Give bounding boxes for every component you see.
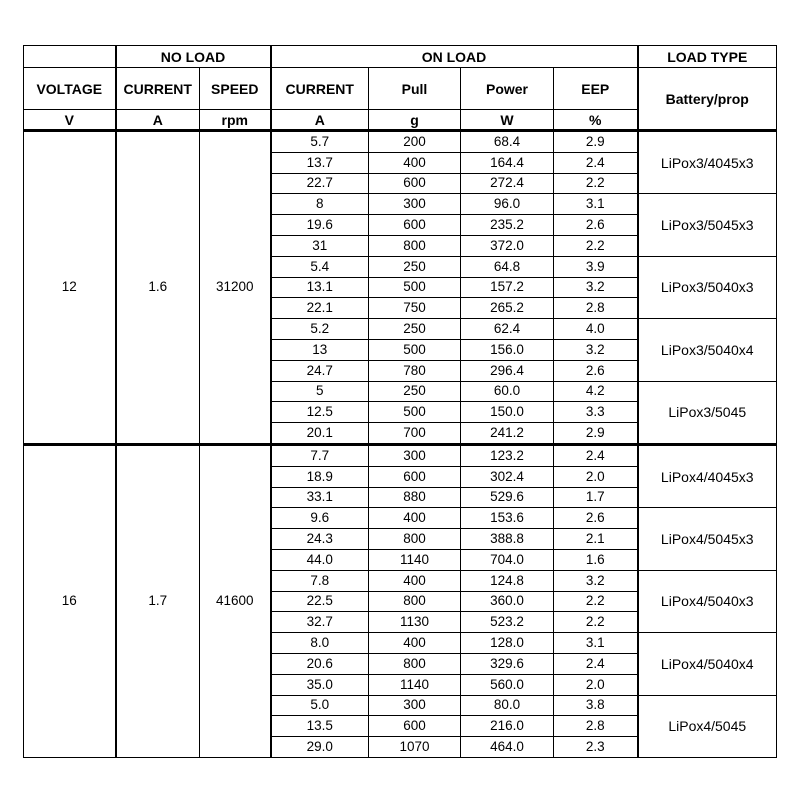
battery-prop-cell: LiPox4/5040x3 (638, 570, 777, 632)
on-load-current-cell: 13 (271, 339, 369, 360)
on-load-current-cell: 5 (271, 381, 369, 402)
battery-prop-cell: LiPox4/5040x4 (638, 633, 777, 695)
battery-prop-cell: LiPox3/5040x4 (638, 319, 777, 381)
power-cell: 164.4 (461, 152, 554, 173)
power-cell: 372.0 (461, 235, 554, 256)
on-load-current-cell: 31 (271, 235, 369, 256)
header-load-type: LOAD TYPE (638, 46, 777, 68)
battery-prop-cell: LiPox4/4045x3 (638, 444, 777, 507)
on-load-current-cell: 44.0 (271, 549, 369, 570)
eep-cell: 2.2 (554, 235, 638, 256)
pull-cell: 800 (369, 653, 461, 674)
eep-cell: 3.9 (554, 256, 638, 277)
on-load-current-cell: 18.9 (271, 466, 369, 487)
power-cell: 62.4 (461, 319, 554, 340)
eep-cell: 2.8 (554, 298, 638, 319)
voltage-cell: 16 (24, 444, 116, 757)
power-cell: 235.2 (461, 215, 554, 236)
on-load-current-cell: 20.1 (271, 423, 369, 445)
pull-cell: 250 (369, 381, 461, 402)
power-cell: 302.4 (461, 466, 554, 487)
battery-prop-cell: LiPox3/5040x3 (638, 256, 777, 318)
power-cell: 156.0 (461, 339, 554, 360)
on-load-current-cell: 22.7 (271, 173, 369, 194)
pull-cell: 800 (369, 235, 461, 256)
eep-cell: 1.7 (554, 487, 638, 508)
battery-prop-cell: LiPox3/5045x3 (638, 194, 777, 256)
pull-cell: 400 (369, 633, 461, 654)
unit-pull: g (369, 110, 461, 131)
header-on-load: ON LOAD (271, 46, 638, 68)
on-load-current-cell: 5.0 (271, 695, 369, 716)
on-load-current-cell: 5.7 (271, 131, 369, 153)
eep-cell: 2.3 (554, 737, 638, 758)
pull-cell: 500 (369, 339, 461, 360)
on-load-current-cell: 8.0 (271, 633, 369, 654)
pull-cell: 1140 (369, 549, 461, 570)
battery-prop-cell: LiPox4/5045 (638, 695, 777, 757)
header-power: Power (461, 68, 554, 110)
battery-prop-cell: LiPox3/5045 (638, 381, 777, 444)
pull-cell: 400 (369, 570, 461, 591)
header-row-groups (24, 46, 777, 68)
pull-cell: 300 (369, 444, 461, 466)
power-cell: 153.6 (461, 508, 554, 529)
power-cell: 560.0 (461, 674, 554, 695)
speed-cell: 31200 (200, 131, 271, 445)
eep-cell: 4.0 (554, 319, 638, 340)
pull-cell: 600 (369, 215, 461, 236)
eep-cell: 3.3 (554, 402, 638, 423)
eep-cell: 3.2 (554, 277, 638, 298)
pull-cell: 800 (369, 529, 461, 550)
on-load-current-cell: 5.2 (271, 319, 369, 340)
power-cell: 96.0 (461, 194, 554, 215)
unit-no-load-current: A (116, 110, 200, 131)
eep-cell: 3.2 (554, 570, 638, 591)
eep-cell: 2.4 (554, 152, 638, 173)
header-eep: EEP (554, 68, 638, 110)
table-row (24, 444, 777, 466)
header-no-load: NO LOAD (116, 46, 271, 68)
eep-cell: 2.6 (554, 215, 638, 236)
pull-cell: 750 (369, 298, 461, 319)
on-load-current-cell: 20.6 (271, 653, 369, 674)
eep-cell: 1.6 (554, 549, 638, 570)
unit-eep: % (554, 110, 638, 131)
no-load-current-cell: 1.6 (116, 131, 200, 445)
header-pull: Pull (369, 68, 461, 110)
power-cell: 216.0 (461, 716, 554, 737)
on-load-current-cell: 12.5 (271, 402, 369, 423)
pull-cell: 800 (369, 591, 461, 612)
on-load-current-cell: 24.7 (271, 360, 369, 381)
pull-cell: 400 (369, 508, 461, 529)
power-cell: 80.0 (461, 695, 554, 716)
pull-cell: 500 (369, 402, 461, 423)
on-load-current-cell: 13.5 (271, 716, 369, 737)
eep-cell: 2.0 (554, 466, 638, 487)
eep-cell: 2.2 (554, 612, 638, 633)
pull-cell: 400 (369, 152, 461, 173)
power-cell: 123.2 (461, 444, 554, 466)
on-load-current-cell: 33.1 (271, 487, 369, 508)
power-cell: 329.6 (461, 653, 554, 674)
power-cell: 265.2 (461, 298, 554, 319)
power-cell: 388.8 (461, 529, 554, 550)
pull-cell: 1130 (369, 612, 461, 633)
power-cell: 124.8 (461, 570, 554, 591)
eep-cell: 2.9 (554, 131, 638, 153)
header-battery-prop: Battery/prop (638, 68, 777, 131)
header-row-columns (24, 68, 777, 110)
pull-cell: 880 (369, 487, 461, 508)
motor-spec-table (23, 45, 777, 758)
power-cell: 241.2 (461, 423, 554, 445)
on-load-current-cell: 29.0 (271, 737, 369, 758)
on-load-current-cell: 7.7 (271, 444, 369, 466)
on-load-current-cell: 22.5 (271, 591, 369, 612)
on-load-current-cell: 32.7 (271, 612, 369, 633)
eep-cell: 2.0 (554, 674, 638, 695)
unit-power: W (461, 110, 554, 131)
power-cell: 296.4 (461, 360, 554, 381)
header-speed: SPEED (200, 68, 271, 110)
header-no-load-current: CURRENT (116, 68, 200, 110)
pull-cell: 250 (369, 319, 461, 340)
header-blank (24, 46, 116, 68)
eep-cell: 3.1 (554, 194, 638, 215)
unit-on-load-current: A (271, 110, 369, 131)
eep-cell: 3.2 (554, 339, 638, 360)
on-load-current-cell: 19.6 (271, 215, 369, 236)
eep-cell: 2.6 (554, 508, 638, 529)
speed-cell: 41600 (200, 444, 271, 757)
on-load-current-cell: 24.3 (271, 529, 369, 550)
pull-cell: 1140 (369, 674, 461, 695)
pull-cell: 600 (369, 173, 461, 194)
unit-voltage: V (24, 110, 116, 131)
battery-prop-cell: LiPox4/5045x3 (638, 508, 777, 570)
eep-cell: 2.2 (554, 173, 638, 194)
on-load-current-cell: 9.6 (271, 508, 369, 529)
on-load-current-cell: 35.0 (271, 674, 369, 695)
no-load-current-cell: 1.7 (116, 444, 200, 757)
power-cell: 64.8 (461, 256, 554, 277)
on-load-current-cell: 8 (271, 194, 369, 215)
power-cell: 157.2 (461, 277, 554, 298)
eep-cell: 2.2 (554, 591, 638, 612)
power-cell: 464.0 (461, 737, 554, 758)
power-cell: 704.0 (461, 549, 554, 570)
pull-cell: 600 (369, 716, 461, 737)
eep-cell: 4.2 (554, 381, 638, 402)
power-cell: 60.0 (461, 381, 554, 402)
power-cell: 128.0 (461, 633, 554, 654)
power-cell: 523.2 (461, 612, 554, 633)
unit-speed: rpm (200, 110, 271, 131)
header-on-load-current: CURRENT (271, 68, 369, 110)
eep-cell: 3.8 (554, 695, 638, 716)
pull-cell: 1070 (369, 737, 461, 758)
voltage-cell: 12 (24, 131, 116, 445)
power-cell: 68.4 (461, 131, 554, 153)
on-load-current-cell: 13.1 (271, 277, 369, 298)
table-row (24, 131, 777, 153)
on-load-current-cell: 5.4 (271, 256, 369, 277)
pull-cell: 300 (369, 194, 461, 215)
power-cell: 529.6 (461, 487, 554, 508)
eep-cell: 2.4 (554, 653, 638, 674)
eep-cell: 3.1 (554, 633, 638, 654)
pull-cell: 700 (369, 423, 461, 445)
eep-cell: 2.6 (554, 360, 638, 381)
pull-cell: 300 (369, 695, 461, 716)
power-cell: 272.4 (461, 173, 554, 194)
pull-cell: 780 (369, 360, 461, 381)
pull-cell: 250 (369, 256, 461, 277)
eep-cell: 2.4 (554, 444, 638, 466)
eep-cell: 2.1 (554, 529, 638, 550)
on-load-current-cell: 22.1 (271, 298, 369, 319)
eep-cell: 2.8 (554, 716, 638, 737)
power-cell: 150.0 (461, 402, 554, 423)
header-voltage: VOLTAGE (24, 68, 116, 110)
on-load-current-cell: 7.8 (271, 570, 369, 591)
battery-prop-cell: LiPox3/4045x3 (638, 131, 777, 194)
pull-cell: 600 (369, 466, 461, 487)
power-cell: 360.0 (461, 591, 554, 612)
pull-cell: 200 (369, 131, 461, 153)
on-load-current-cell: 13.7 (271, 152, 369, 173)
pull-cell: 500 (369, 277, 461, 298)
eep-cell: 2.9 (554, 423, 638, 445)
